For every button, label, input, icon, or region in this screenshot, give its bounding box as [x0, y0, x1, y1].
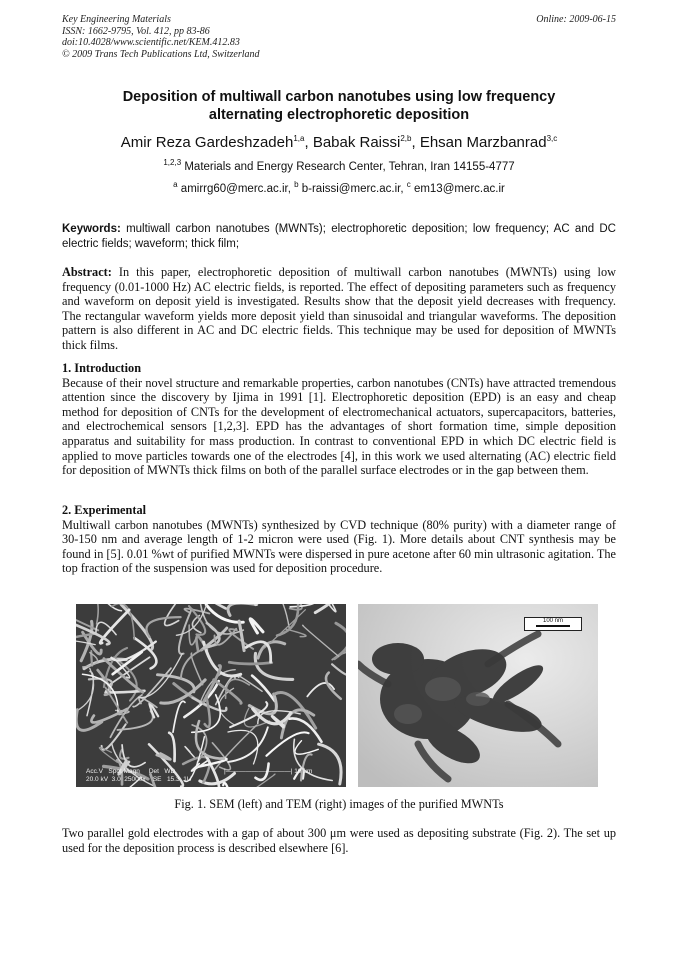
sem-scale-label: 10 μm [294, 768, 313, 775]
tem-scale-bar [524, 617, 582, 631]
sem-scale-bar: |——————————| 10 μm [224, 768, 313, 775]
journal-name: Key Engineering Materials [62, 14, 171, 25]
section-paragraph: Multiwall carbon nanotubes (MWNTs) synthesized by CVD technique (80% purity) with a diameter range of 30-150 nm and average length of 1-2 micron were used (Fig. 1). More details about CNT synthesis may be found in [5]. 0.01 %wt of purified MWNTs were dispersed in pure acetone after 60 min ultrasonic agitation. The top fraction of the suspension was used for deposition procedure. [62, 517, 616, 576]
tem-scale-label: 100 nm [542, 618, 563, 624]
section-experimental [62, 503, 616, 576]
author-sup: 1,a [293, 134, 305, 143]
paper-title [62, 88, 616, 124]
issn-line: ISSN: 1662-9795, Vol. 412, pp 83-86 [62, 25, 210, 37]
section-paragraph: Because of their novel structure and remarkable properties, carbon nanotubes (CNTs) have attracted tremendous attention since the discovery by Ijima in 1991 [1]. Electrophoretic deposition (EPD) is an easy and cheap method for deposition of CNTs for the development of electromechanical actuators, supercapacitors, batteries, and electrochemical sensors [1,2,3]. EPD has the advantages of short formation time, simple deposition apparatus and suitability for mass production. In contrast to conventional EPD in which DC electric field is applied to move particles towards one of the electrodes [4], in this work we used alternating (AC) electric field for deposition of MWNTs thick films on both of the parallel surface electrodes or in the gap between them. [62, 375, 616, 478]
sem-meta-line-1: Acc.V Spot Magn Det WD [86, 768, 176, 775]
affiliation [62, 155, 616, 175]
email-sup: c [406, 180, 411, 189]
email-list [62, 177, 616, 197]
author-sup: 2,b [400, 134, 412, 143]
section-heading: 1. Introduction [62, 361, 142, 375]
keywords-label: Keywords: [62, 223, 121, 235]
section-heading: 2. Experimental [62, 503, 147, 517]
author-name: Babak Raissi [312, 134, 401, 151]
author-name: Amir Reza Gardeshzadeh [120, 134, 294, 151]
sem-micrograph [76, 604, 346, 787]
journal-header [62, 14, 260, 60]
abstract-text: In this paper, electrophoretic deposition of multiwall carbon nanotubes (MWNTs) using low frequency (0.01-1000 Hz) AC electric fields, is reported. The effect of depositing parameters such as frequency and waveform on deposit yield is investigated. Results show that the deposit yield decreases with frequency. The rectangular waveform yields more deposit yield than sinusoidal and triangular waveforms. The deposition pattern is also different in AC and DC electric fields. This technique may be used for deposition of MWNTs thick films. [62, 265, 617, 352]
body-paragraph [62, 826, 616, 855]
copyright-line: © 2009 Trans Tech Publications Ltd, Switzerland [62, 48, 260, 60]
abstract-label: Abstract: [62, 265, 112, 279]
email-link[interactable]: b-raissi@merc.ac.ir, [301, 182, 404, 195]
tem-micrograph [358, 604, 598, 787]
email-sup: b [294, 180, 299, 189]
sem-fiber [229, 662, 271, 664]
section-introduction [62, 361, 616, 478]
sem-meta-line-2: 20.0 kV 3.0 25000x SE 15.3 1U [86, 775, 192, 783]
author-name: Ehsan Marzbanrad [419, 134, 547, 151]
title-line-1: Deposition of multiwall carbon nanotubes using low frequency [122, 89, 556, 105]
doi-line: doi:10.4028/www.scientific.net/KEM.412.83 [62, 37, 240, 48]
email-sup: a [173, 180, 178, 189]
email-link[interactable]: amirrg60@merc.ac.ir, [180, 182, 291, 195]
affiliation-sup: 1,2,3 [163, 158, 182, 167]
keywords-text: multiwall carbon nanotubes (MWNTs); electrophoretic deposition; low frequency; AC and DC electric fields; waveform; thick film; [62, 223, 616, 250]
online-date: Online: 2009-06-15 [536, 14, 616, 25]
title-line-2: alternating electrophoretic deposition [208, 107, 470, 123]
tem-image [358, 604, 598, 787]
affiliation-text: Materials and Energy Research Center, Tehran, Iran 14155-4777 [184, 160, 515, 173]
figure-caption: Fig. 1. SEM (left) and TEM (right) images of the purified MWNTs [174, 797, 504, 811]
sem-image [76, 604, 346, 787]
author-list: Amir Reza Gardeshzadeh$^{1,a}$, Babak Raissi$^{2,b}$, Ehsan Marzbanrad$^{3,c}$ [120, 134, 558, 151]
paragraph-text: Two parallel gold electrodes with a gap of about 300 μm were used as depositing substrate (Fig. 2). The set up used for the deposition process is described elsewhere [6]. [62, 826, 616, 855]
tem-scale-line [536, 625, 570, 627]
sem-metadata [86, 768, 192, 783]
sem-fiber [254, 604, 257, 605]
abstract-block [62, 265, 616, 353]
keywords-block [62, 222, 616, 251]
author-sup: 3,c [546, 134, 558, 143]
email-link[interactable]: em13@merc.ac.ir [413, 182, 505, 195]
